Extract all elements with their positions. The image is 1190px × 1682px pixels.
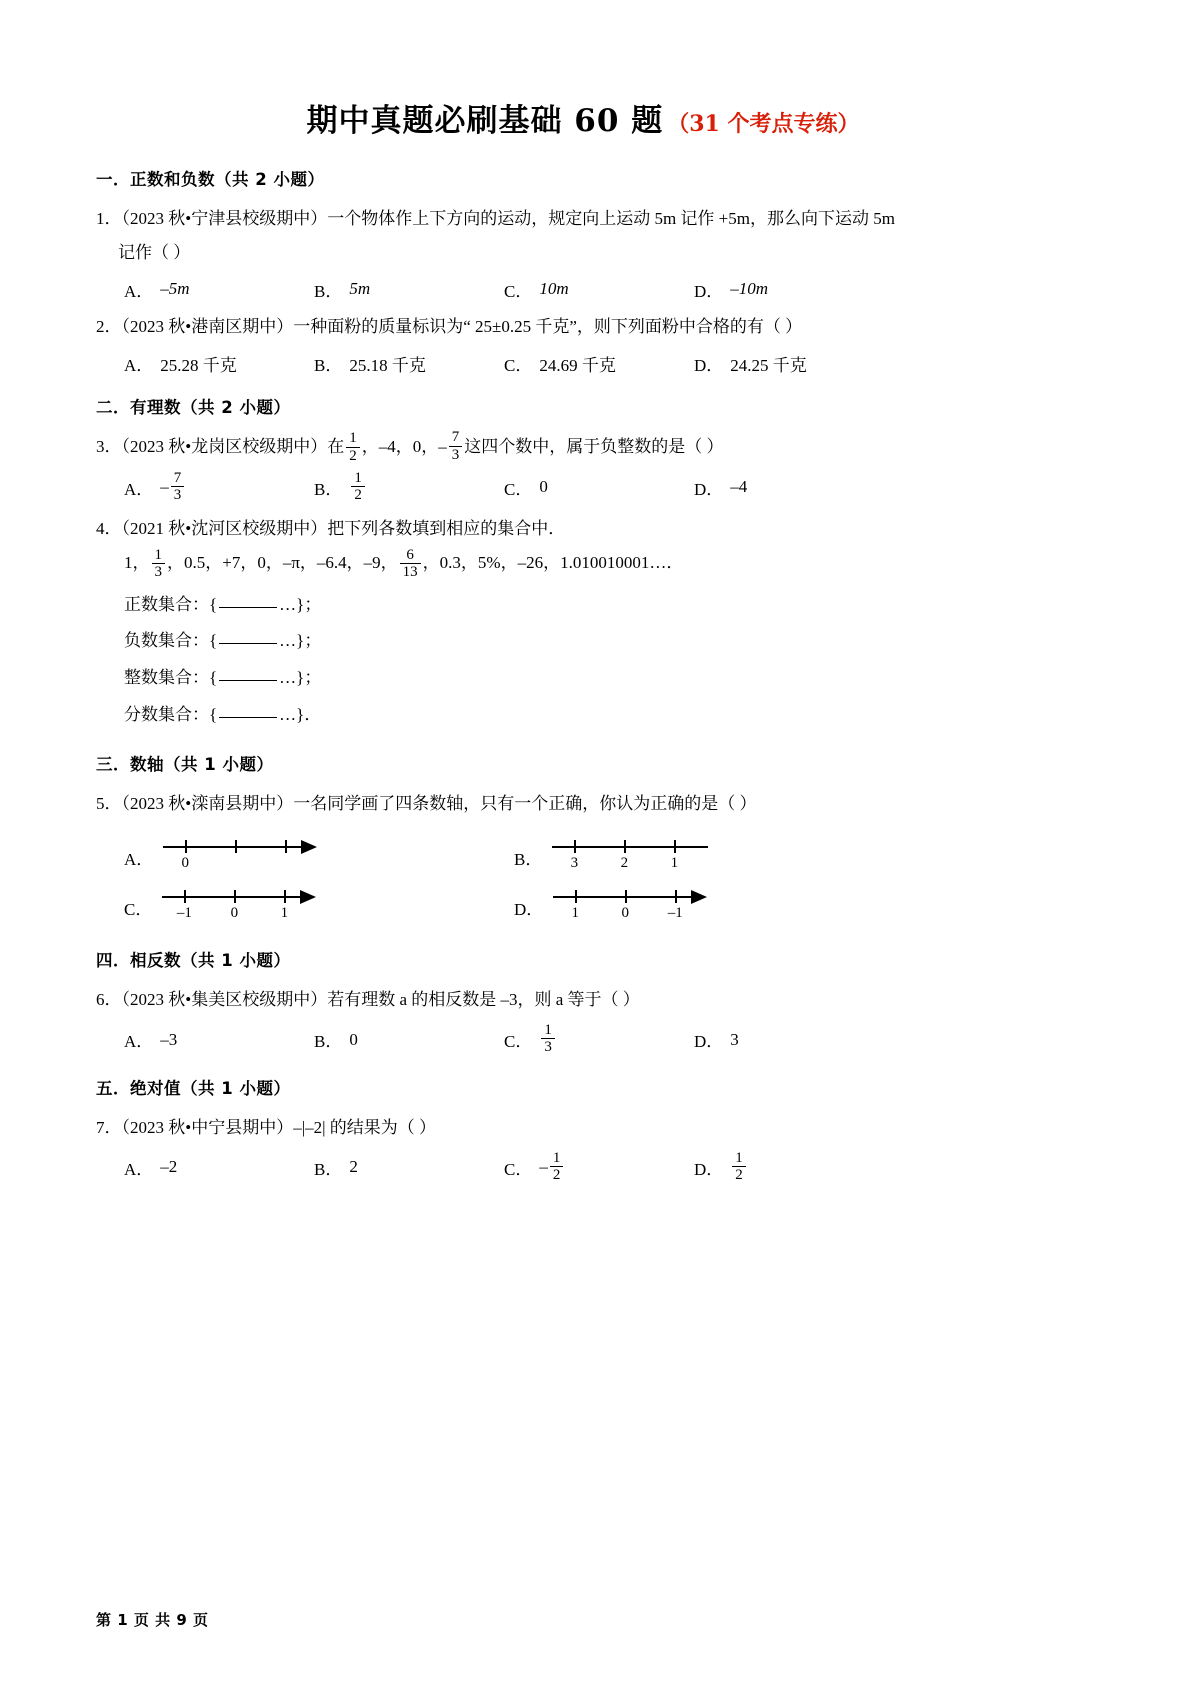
question-3-line-1 xyxy=(96,430,1070,465)
fraction-neg-seven-thirds: – $\frac{7}{3}$ xyxy=(438,430,464,464)
option-c-fraction: – $\frac{1}{2}$ xyxy=(539,1151,565,1184)
option-c[interactable] xyxy=(504,351,694,376)
question-6-options xyxy=(96,1023,1070,1056)
option-c-label: C． xyxy=(504,1159,533,1179)
option-d-text: 24.25 千克 xyxy=(730,355,807,375)
option-b-label: B． xyxy=(314,1032,343,1052)
question-2-options xyxy=(96,350,1070,376)
option-b[interactable] xyxy=(314,351,504,376)
number-line-a-icon: 0 xyxy=(163,831,328,879)
option-b[interactable] xyxy=(314,277,504,302)
option-b-label: B． xyxy=(314,479,343,499)
section-heading-3: 三．数轴（共 1 小题） xyxy=(96,755,274,775)
option-c-label: C． xyxy=(124,900,153,920)
option-b[interactable] xyxy=(514,831,904,879)
question-7-options xyxy=(96,1151,1070,1184)
question-3-pre: 3．（2023 秋•龙岗区校级期中）在 xyxy=(96,437,345,456)
option-b-fraction: $\frac{1}{2}$ xyxy=(351,470,365,503)
option-d-label: D． xyxy=(514,900,544,920)
question-1-line-2: 记作（ ） xyxy=(118,243,191,262)
option-c[interactable] xyxy=(504,1023,694,1056)
option-a-label: A． xyxy=(124,1032,154,1052)
question-7-line-1: 7．（2023 秋•中宁县期中）–|–2| 的结果为（ ） xyxy=(96,1117,437,1137)
option-b[interactable] xyxy=(314,471,504,504)
section-heading-4: 四．相反数（共 1 小题） xyxy=(96,951,291,971)
option-c[interactable] xyxy=(504,1151,694,1184)
answer-line-negative-set: 负数集合：{ …}； xyxy=(124,631,322,651)
option-c[interactable] xyxy=(504,277,694,302)
option-c-text: 0 xyxy=(539,477,548,497)
option-a-text: –2 xyxy=(160,1157,178,1177)
question-7 xyxy=(96,1111,1070,1145)
option-c-label: C． xyxy=(504,281,533,301)
option-d[interactable] xyxy=(694,475,884,500)
answer-line-fraction-set: 分数集合：{ …}． xyxy=(124,704,322,724)
question-3-mid-1: ，–4，0， xyxy=(361,437,439,456)
question-6 xyxy=(96,983,1070,1017)
number-line-b-icon: 3 2 1 xyxy=(552,831,717,879)
option-b-label: B． xyxy=(514,850,543,870)
question-5 xyxy=(96,787,1070,821)
question-4-line-1: 4．（2021 秋•沈河区校级期中）把下列各数填到相应的集合中． xyxy=(96,519,566,539)
section-heading-1: 一．正数和负数（共 2 小题） xyxy=(96,170,325,189)
question-3 xyxy=(96,430,1070,465)
fraction-one-third: $\frac{1}{3}$ xyxy=(152,547,166,580)
page-footer: 第 1 页 共 9 页 xyxy=(96,1611,209,1629)
option-c-fraction: $\frac{1}{3}$ xyxy=(541,1022,555,1055)
option-b-label: B． xyxy=(314,355,343,375)
option-b-label: B． xyxy=(314,1159,343,1179)
blank-input[interactable] xyxy=(219,680,277,681)
blank-input[interactable] xyxy=(219,607,277,608)
answer-line-integer-set: 整数集合：{ …}； xyxy=(124,668,322,688)
fraction-one-half: $\frac{1}{2}$ xyxy=(346,430,360,463)
answer-line-positive-set: 正数集合：{ …}； xyxy=(124,594,322,614)
option-a[interactable] xyxy=(124,351,314,376)
number-line-d-icon: 1 0 –1 xyxy=(553,881,718,929)
option-a-label: A． xyxy=(124,355,154,375)
title-subtitle: （31 个考点专练） xyxy=(667,111,860,137)
option-d-text: 3 xyxy=(730,1029,739,1049)
option-d[interactable] xyxy=(514,881,904,929)
option-d-label: D． xyxy=(694,355,724,375)
option-a-text: 25.28 千克 xyxy=(160,355,237,375)
option-c-label: C． xyxy=(504,355,533,375)
question-5-line-1: 5．（2023 秋•滦南县期中）一名同学画了四条数轴，只有一个正确，你认为正确的是（ ） xyxy=(96,794,757,814)
option-b-text: 25.18 千克 xyxy=(349,355,426,375)
option-d-text: –10m xyxy=(730,279,769,298)
option-a[interactable] xyxy=(124,277,314,302)
option-d-label: D． xyxy=(694,479,724,499)
question-4-numbers: 1， $\frac{1}{3}$ ，0.5，+7，0，–π，–6.4，–9， $\frac{6}{13}$ ，0.3，5%，–26，1.010010001…． xyxy=(124,546,684,580)
question-2-line-1: 2．（2023 秋•港南区期中）一种面粉的质量标识为“ 25±0.25 千克”，则下列面粉中合格的有（ ） xyxy=(96,317,803,336)
option-a-label: A． xyxy=(124,850,154,870)
question-1 xyxy=(96,202,1070,270)
option-c[interactable] xyxy=(504,475,694,500)
option-a-label: A． xyxy=(124,1159,154,1179)
option-a-text: –5m xyxy=(160,279,190,298)
option-a[interactable] xyxy=(124,1027,314,1052)
option-d-label: D． xyxy=(694,1159,724,1179)
option-a[interactable] xyxy=(124,831,514,879)
question-6-line-1: 6．（2023 秋•集美区校级期中）若有理数 a 的相反数是 –3，则 a 等于（ ） xyxy=(96,990,640,1010)
section-heading-5: 五．绝对值（共 1 小题） xyxy=(96,1078,291,1098)
option-a[interactable] xyxy=(124,1155,314,1180)
question-2 xyxy=(96,310,1070,344)
question-1-line-1: 1．（2023 秋•宁津县校级期中）一个物体作上下方向的运动，规定向上运动 5m 记作 +5m，那么向下运动 5m xyxy=(96,209,895,228)
option-c-text: 24.69 千克 xyxy=(539,355,616,375)
question-1-options xyxy=(96,276,1070,302)
title-main: 期中真题必刷基础 60 题 xyxy=(306,103,664,139)
option-d[interactable] xyxy=(694,277,884,302)
option-d[interactable] xyxy=(694,351,884,376)
option-d-label: D． xyxy=(694,281,724,301)
number-line-c-icon: –1 0 1 xyxy=(162,881,327,929)
option-d-text: –4 xyxy=(730,477,748,497)
option-c-label: C． xyxy=(504,479,533,499)
option-b[interactable] xyxy=(314,1155,504,1180)
section-heading-2: 二．有理数（共 2 小题） xyxy=(96,398,291,417)
option-a-label: A． xyxy=(124,479,154,499)
question-5-options-row-2 xyxy=(96,881,1070,929)
option-d-fraction: $\frac{1}{2}$ xyxy=(732,1150,746,1183)
option-c[interactable] xyxy=(124,881,514,929)
option-a-label: A． xyxy=(124,281,154,301)
question-5-options-row-1 xyxy=(96,831,1070,879)
page-title xyxy=(96,95,1070,140)
option-b-text: 0 xyxy=(349,1029,358,1049)
blank-input[interactable] xyxy=(219,717,277,718)
option-c-label: C． xyxy=(504,1032,533,1052)
option-a-text: –3 xyxy=(160,1029,178,1049)
question-4 xyxy=(96,512,1070,581)
option-b-text: 5m xyxy=(349,279,371,298)
option-d-label: D． xyxy=(694,1032,724,1052)
fraction-six-thirteenths: $\frac{6}{13}$ xyxy=(400,547,421,580)
option-b-label: B． xyxy=(314,281,343,301)
question-3-options xyxy=(96,471,1070,504)
question-3-mid-2: 这四个数中，属于负整数的是（ ） xyxy=(464,437,724,456)
blank-input[interactable] xyxy=(219,643,277,644)
option-b-text: 2 xyxy=(349,1157,358,1177)
option-d[interactable] xyxy=(694,1151,884,1184)
option-a[interactable] xyxy=(124,471,314,504)
option-b[interactable] xyxy=(314,1027,504,1052)
option-a-fraction: – $\frac{7}{3}$ xyxy=(160,471,186,504)
option-c-text: 10m xyxy=(539,279,569,298)
option-d[interactable] xyxy=(694,1027,884,1052)
